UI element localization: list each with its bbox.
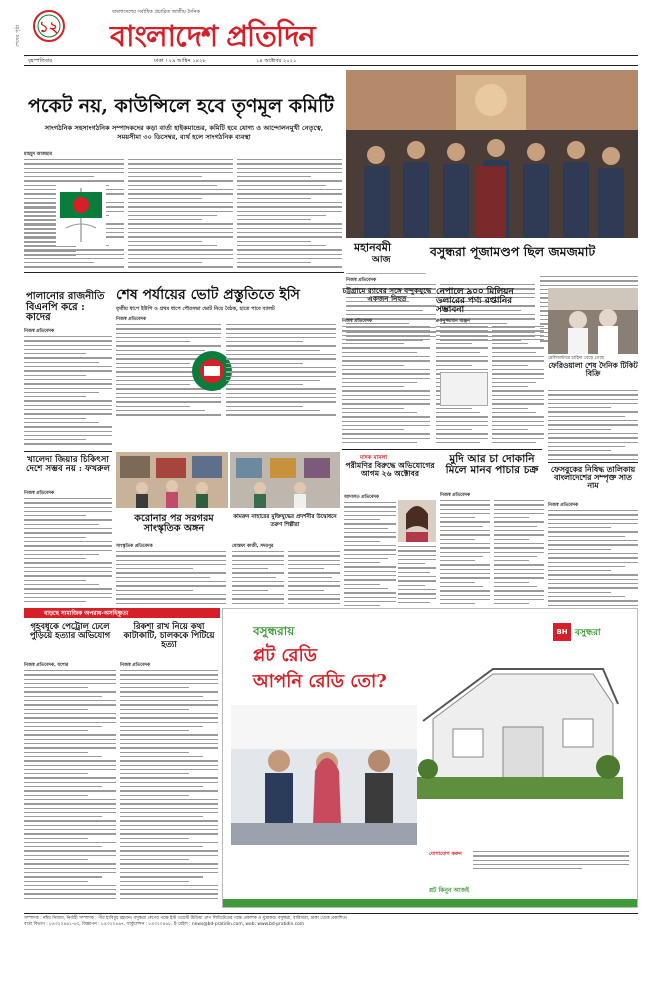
puja-byline: নিজস্ব প্রতিবেদক	[346, 278, 377, 283]
newspaper-title: বাংলাদেশ প্রতিদিন	[110, 19, 315, 53]
crime-strip-label: বাড়ছে সামাজিক অপরাধ-অসহিষ্ণুতা	[44, 611, 129, 617]
mahanabami-sub: আজ	[372, 255, 391, 265]
khaleda-headline: খালেদা জিয়ার চিকিৎসা দেশে সম্ভব নয় : ফখরুল	[25, 455, 111, 475]
nepal-body-col2	[492, 326, 544, 446]
dateline-bar	[24, 55, 638, 66]
ticket-caption: মেলিঅন্টারে চাহিদা বেড়ে গেছে	[548, 356, 604, 361]
ad-logo-mark: BH	[553, 623, 571, 641]
ec-sub: তৃতীয় ধাপে ইউপি ও প্রথম ধাপে পৌরসভা ভোট নিয়ে বৈঠক, হাতে পাবে ব্যালট	[116, 306, 275, 312]
mudi-body-col1	[440, 500, 490, 606]
ctg-body	[342, 326, 430, 446]
culture-body-col3	[288, 551, 340, 605]
house-illustration	[413, 649, 623, 799]
lead-body-col3	[237, 159, 342, 269]
ctg-byline: নিজস্ব প্রতিবেদক	[342, 319, 373, 324]
party-flag-image	[56, 184, 106, 246]
petrol-body	[24, 670, 116, 900]
kader-headline: পালানোর রাজনীতি বিএনপি করে : কাদের	[26, 291, 105, 323]
rickshaw-byline: নিজস্ব প্রতিবেদক	[120, 663, 151, 668]
mudi-byline: নিজস্ব প্রতিবেদক	[440, 493, 471, 498]
mudi-body-col2	[494, 500, 544, 606]
ad-footer-bar	[223, 899, 638, 908]
porimoni-photo	[398, 500, 436, 542]
porimoni-body	[344, 502, 396, 606]
culture-byline: সাংস্কৃতিক প্রতিবেদক	[116, 544, 153, 549]
ad-line1: প্লট রেডি	[253, 645, 317, 666]
lead-byline: মাহমুদ আজহার	[24, 152, 53, 157]
mahanabami-box	[346, 240, 426, 274]
khaleda-body	[24, 498, 112, 604]
porimoni-byline: আদালত প্রতিবেদক	[344, 495, 380, 500]
ad-hotline-numbers	[473, 851, 629, 873]
porimoni-body-2	[398, 546, 436, 606]
ec-headline: শেষ পর্যায়ের ভোট প্রস্তুতিতে ইসি	[116, 287, 300, 303]
khaleda-byline: নিজস্ব প্রতিবেদক	[24, 491, 55, 496]
lead-body-col2	[128, 159, 233, 269]
edition-label: শেষের পৃষ্ঠা	[15, 24, 21, 47]
puja-headline: বসুন্ধরা পূজামণ্ডপ ছিল জমজমাট	[430, 244, 596, 259]
dateline-day: বৃহস্পতিবার	[28, 58, 53, 64]
culture-body-col1	[116, 551, 226, 605]
ad-photo	[231, 705, 417, 845]
kamrun-caption: কামরুন নাহারের মুক্তিযুদ্ধের প্রদর্শনীর উদ্বোধনে তরুণ শিল্পীরা	[233, 514, 337, 528]
facebook-byline: নিজস্ব প্রতিবেদক	[548, 503, 579, 508]
nepal-byline: রুকনুজ্জামান অঞ্জন	[436, 319, 470, 324]
ad-logo-text: বসুন্ধরা	[575, 628, 601, 638]
footer-contact: বার্তা বিভাগ : ৮৪৩২০৪৬১-৬৩, বিজ্ঞাপন : ৮৪৩২০৪৬৭, সার্কুলেশন : ৮৪৩২০৪৬৮, ই-মেইল : news@bd-pratidin.com, web: www.bd-pratidin.com	[24, 922, 305, 927]
ad-brand: বসুন্ধরায়	[253, 624, 295, 638]
ticket-body	[548, 390, 638, 460]
petrol-byline: নিজস্ব প্রতিবেদক, যশোর	[24, 663, 69, 668]
dateline-bangla: ঢাকা । ২৯ আশ্বিন ১৪২৮	[154, 58, 206, 64]
nepal-headline: নেপালে ৯০০ মিলিয়ন ডলারের পণ্য রপ্তানির সম্ভাবনা	[436, 287, 514, 316]
porimoni-headline: পরীমণির বিরুদ্ধে অভিযোগের আগম ২৬ অক্টোবর	[345, 461, 435, 478]
ec-body-col2	[226, 324, 336, 418]
ad-hotline-label: যোগাযোগ করুন	[429, 851, 462, 857]
nepal-pullquote	[440, 372, 488, 406]
ticket-headline: ফেরিওয়ালা শেষ দৈনিক টিকিট বিক্রি	[548, 361, 638, 378]
kader-byline: নিজস্ব প্রতিবেদক	[24, 329, 55, 334]
culture-headline: করোনার পর সরগরম সাংস্কৃতিক অঙ্গন	[134, 513, 214, 535]
crime-strip	[24, 608, 220, 618]
culture-body-col2	[232, 551, 284, 605]
mahanabami-title: মহানবমী	[354, 241, 392, 254]
culture-photo-1	[116, 452, 228, 508]
ticket-photo	[548, 288, 638, 354]
puja-photo	[346, 70, 638, 238]
bashundhara-ad	[222, 608, 638, 908]
anniversary-badge	[30, 9, 68, 43]
kader-body	[24, 336, 112, 446]
culture-photo-2	[230, 452, 340, 508]
kamrun-byline: মোস্তফা কাজী, সদরপুর	[232, 544, 274, 549]
lead-headline: পকেট নয়, কাউন্সিলে হবে তৃণমূল কমিটি	[28, 95, 334, 117]
ad-line2: আপনি রেডি তো?	[253, 671, 387, 692]
facebook-body	[548, 510, 638, 606]
footer-imprint: সম্পাদক : নঈম নিজাম, নির্বাহী সম্পাদক : পীর হাবিবুর রহমান। বসুন্ধরা গ্রুপের পক্ষে ইস্ট ওয়েস্ট মিডিয়া গ্রুপ লিমিটেডের পক্ষে প্রকাশক ও মুদ্রাকর। বসুন্ধরা, বারিধারা, ঢাকা থেকে প্রকাশিত।	[24, 916, 348, 921]
ec-byline: নিজস্ব প্রতিবেদক	[116, 317, 147, 322]
lead-subhead: সাংগঠনিক সহসাংগঠনিক সম্পাদকদের কড়া বার্তা হাইকমান্ডের, কমিটি হবে যোগ্য ও আন্দোলনমুখী নেতৃত্বে, সময়সীমা ৩০ ডিসেম্বর, ব্যর্থ হলে সাংগঠনিক ব্যবস্থা	[44, 124, 324, 141]
porimoni-kicker: মাদক মামলা	[360, 455, 388, 461]
mudi-headline: মুদি আর চা দোকানি মিলে মানব পাচার চক্র	[445, 453, 539, 477]
petrol-headline: গৃহবধূকে পেট্রোল ঢেলে পুড়িয়ে হত্যার অভিযোগ	[29, 621, 111, 640]
rickshaw-body	[120, 670, 218, 900]
ctg-headline: চট্টগ্রামে র‍্যাবের সঙ্গে বন্দুকযুদ্ধে একজন নিহত	[342, 286, 432, 303]
masthead	[14, 5, 640, 51]
ad-footer-note: প্লট কিনুন আজই	[429, 887, 470, 894]
dateline-english: ১৪ অক্টোবর ২০২১	[256, 58, 297, 64]
rickshaw-headline: রিকশা রাখ নিয়ে কথা কাটাকাটি, চালককে পিটিয়ে হত্যা	[123, 621, 215, 649]
facebook-headline: ফেসবুকের নিষিদ্ধ তালিকায় বাংলাদেশের সম্পৃক্ত সাত নাম	[550, 465, 636, 491]
tagline: বাংলাদেশের সর্বাধিক প্রচারিত জাতীয় দৈনিক	[112, 9, 200, 15]
anniversary-number: ১২	[39, 18, 59, 36]
ad-logo	[553, 619, 629, 645]
